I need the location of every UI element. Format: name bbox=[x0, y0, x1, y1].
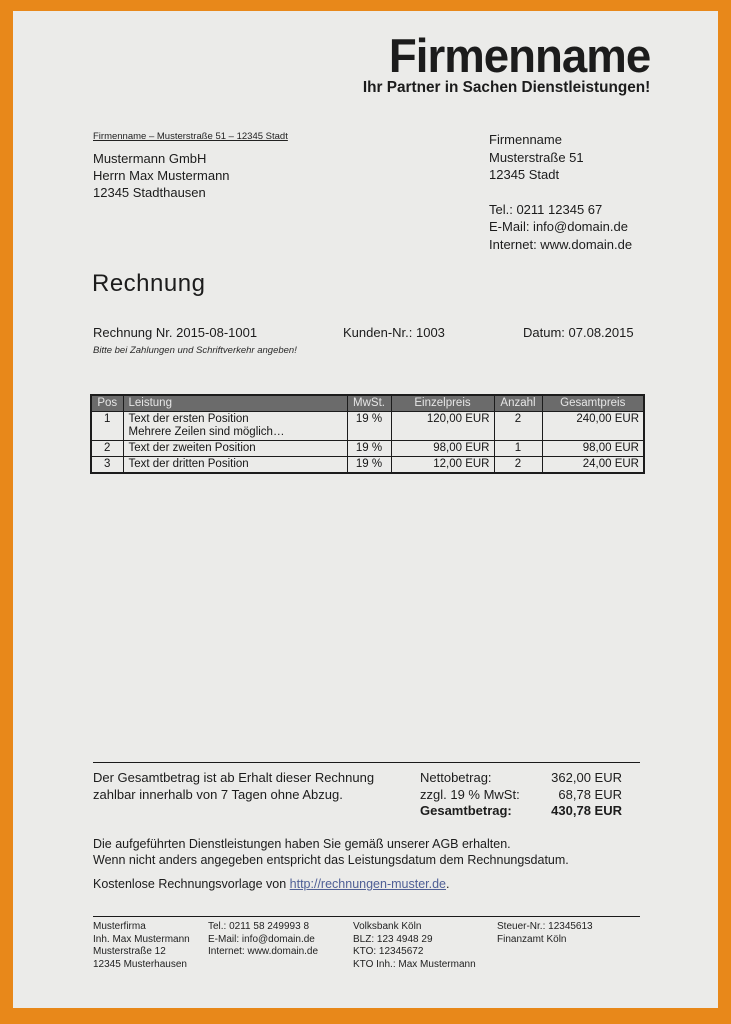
item-total-price: 98,00 EUR bbox=[542, 441, 644, 457]
company-logo-tagline: Ihr Partner in Sachen Dienstleistungen! bbox=[362, 79, 650, 96]
footer-divider-line bbox=[93, 916, 640, 917]
text-line: Steuer-Nr.: 12345613 bbox=[497, 921, 593, 932]
text-line: Die aufgeführten Dienstleistungen haben Sie gemäß unserer AGB erhalten. bbox=[93, 837, 511, 851]
line-items-table bbox=[90, 394, 645, 474]
item-vat: 19 % bbox=[347, 412, 391, 441]
reference-note: Bitte bei Zahlungen und Schriftverkehr angeben! bbox=[93, 345, 297, 356]
totals-label: zzgl. 19 % MwSt: bbox=[420, 786, 520, 802]
item-vat: 19 % bbox=[347, 441, 391, 457]
header-mwst: MwSt. bbox=[347, 395, 391, 412]
totals-value: 362,00 EUR bbox=[551, 770, 622, 785]
text-line: 12345 Stadthausen bbox=[93, 185, 206, 200]
text-line: Internet: www.domain.de bbox=[208, 946, 319, 957]
text-line: Der Gesamtbetrag ist ab Erhalt dieser Rechnung bbox=[93, 770, 375, 785]
totals-label: Gesamtbetrag: bbox=[420, 803, 512, 818]
table-row bbox=[91, 412, 644, 441]
footer-company-column bbox=[93, 921, 190, 971]
totals-row bbox=[420, 803, 622, 820]
template-credit-link[interactable]: http://rechnungen-muster.de bbox=[289, 877, 447, 891]
totals-value: 430,78 EUR bbox=[551, 803, 622, 818]
item-pos: 2 bbox=[91, 441, 123, 457]
line-items-table-wrap bbox=[90, 394, 645, 474]
header-anzahl: Anzahl bbox=[494, 395, 542, 412]
totals-label: Nettobetrag: bbox=[420, 770, 492, 785]
payment-terms bbox=[93, 770, 374, 803]
table-row bbox=[91, 441, 644, 457]
table-row bbox=[91, 457, 644, 474]
item-pos: 1 bbox=[91, 412, 123, 441]
text-line: E-Mail: info@domain.de bbox=[489, 219, 628, 234]
text-line: Musterstraße 51 bbox=[489, 149, 584, 165]
text-line: KTO: 12345672 bbox=[353, 946, 424, 957]
text-line: Mehrere Zeilen sind möglich… bbox=[128, 426, 285, 438]
header-einzelpreis: Einzelpreis bbox=[391, 395, 494, 412]
recipient-address-block bbox=[93, 150, 230, 201]
sender-return-address: Firmenname – Musterstraße 51 – 12345 Stadt bbox=[93, 131, 288, 142]
item-total-price: 240,00 EUR bbox=[542, 412, 644, 441]
text-line: Musterstraße 12 bbox=[93, 946, 166, 957]
invoice-number: Rechnung Nr. 2015-08-1001 bbox=[93, 325, 258, 340]
text-line: Mustermann GmbH bbox=[93, 151, 207, 166]
text-line: zahlbar innerhalb von 7 Tagen ohne Abzug. bbox=[93, 786, 343, 802]
template-credit-suffix: . bbox=[446, 877, 450, 891]
header-leistung: Leistung bbox=[123, 395, 347, 412]
text-line: Text der dritten Position bbox=[128, 458, 249, 470]
spacer bbox=[489, 184, 632, 201]
text-line: Wenn nicht anders angegeben entspricht das Leistungsdatum dem Rechnungsdatum. bbox=[93, 853, 569, 867]
footer-tax-column bbox=[497, 921, 593, 946]
text-line: E-Mail: info@domain.de bbox=[208, 933, 315, 945]
items-table-body bbox=[91, 412, 644, 474]
totals-block bbox=[420, 770, 622, 820]
header-pos: Pos bbox=[91, 395, 123, 412]
header-gesamtpreis: Gesamtpreis bbox=[542, 395, 644, 412]
text-line: Tel.: 0211 58 249993 8 bbox=[208, 921, 310, 932]
table-header-row bbox=[91, 395, 644, 412]
totals-divider-line bbox=[93, 762, 640, 763]
item-quantity: 1 bbox=[494, 441, 542, 457]
text-line: Inh. Max Mustermann bbox=[93, 933, 190, 945]
totals-value: 68,78 EUR bbox=[558, 786, 622, 802]
item-quantity: 2 bbox=[494, 412, 542, 441]
text-line: BLZ: 123 4948 29 bbox=[353, 933, 433, 945]
item-description bbox=[123, 412, 347, 441]
template-credit-line bbox=[93, 877, 450, 891]
item-unit-price: 12,00 EUR bbox=[391, 457, 494, 474]
text-line: Text der ersten Position bbox=[128, 413, 249, 425]
item-description bbox=[123, 441, 347, 457]
text-line: Volksbank Köln bbox=[353, 921, 422, 932]
item-unit-price: 98,00 EUR bbox=[391, 441, 494, 457]
company-contact-block bbox=[489, 131, 632, 253]
company-logo bbox=[360, 29, 650, 96]
text-line: 12345 Musterhausen bbox=[93, 958, 187, 970]
item-description bbox=[123, 457, 347, 474]
company-contact-lines bbox=[489, 201, 632, 254]
text-line: Firmenname bbox=[489, 132, 562, 147]
item-total-price: 24,00 EUR bbox=[542, 457, 644, 474]
invoice-date: Datum: 07.08.2015 bbox=[523, 325, 634, 340]
company-logo-name: Firmenname bbox=[388, 29, 650, 82]
text-line: Tel.: 0211 12345 67 bbox=[489, 201, 603, 217]
text-line: Text der zweiten Position bbox=[128, 442, 256, 454]
item-quantity: 2 bbox=[494, 457, 542, 474]
footer-contact-column bbox=[208, 921, 318, 959]
item-vat: 19 % bbox=[347, 457, 391, 474]
text-line: 12345 Stadt bbox=[489, 167, 560, 182]
totals-row bbox=[420, 787, 622, 804]
item-pos: 3 bbox=[91, 457, 123, 474]
text-line: Herrn Max Mustermann bbox=[93, 168, 230, 183]
agb-notes bbox=[93, 836, 569, 868]
customer-number: Kunden-Nr.: 1003 bbox=[343, 325, 445, 340]
text-line: Musterfirma bbox=[93, 921, 146, 932]
text-line: Internet: www.domain.de bbox=[489, 236, 633, 252]
template-credit-prefix: Kostenlose Rechnungsvorlage von bbox=[93, 877, 290, 891]
text-line: KTO Inh.: Max Mustermann bbox=[353, 958, 476, 970]
footer-bank-column bbox=[353, 921, 476, 971]
totals-row bbox=[420, 770, 622, 787]
company-address bbox=[489, 131, 632, 184]
document-title: Rechnung bbox=[92, 270, 206, 297]
text-line: Finanzamt Köln bbox=[497, 933, 567, 945]
item-unit-price: 120,00 EUR bbox=[391, 412, 494, 441]
